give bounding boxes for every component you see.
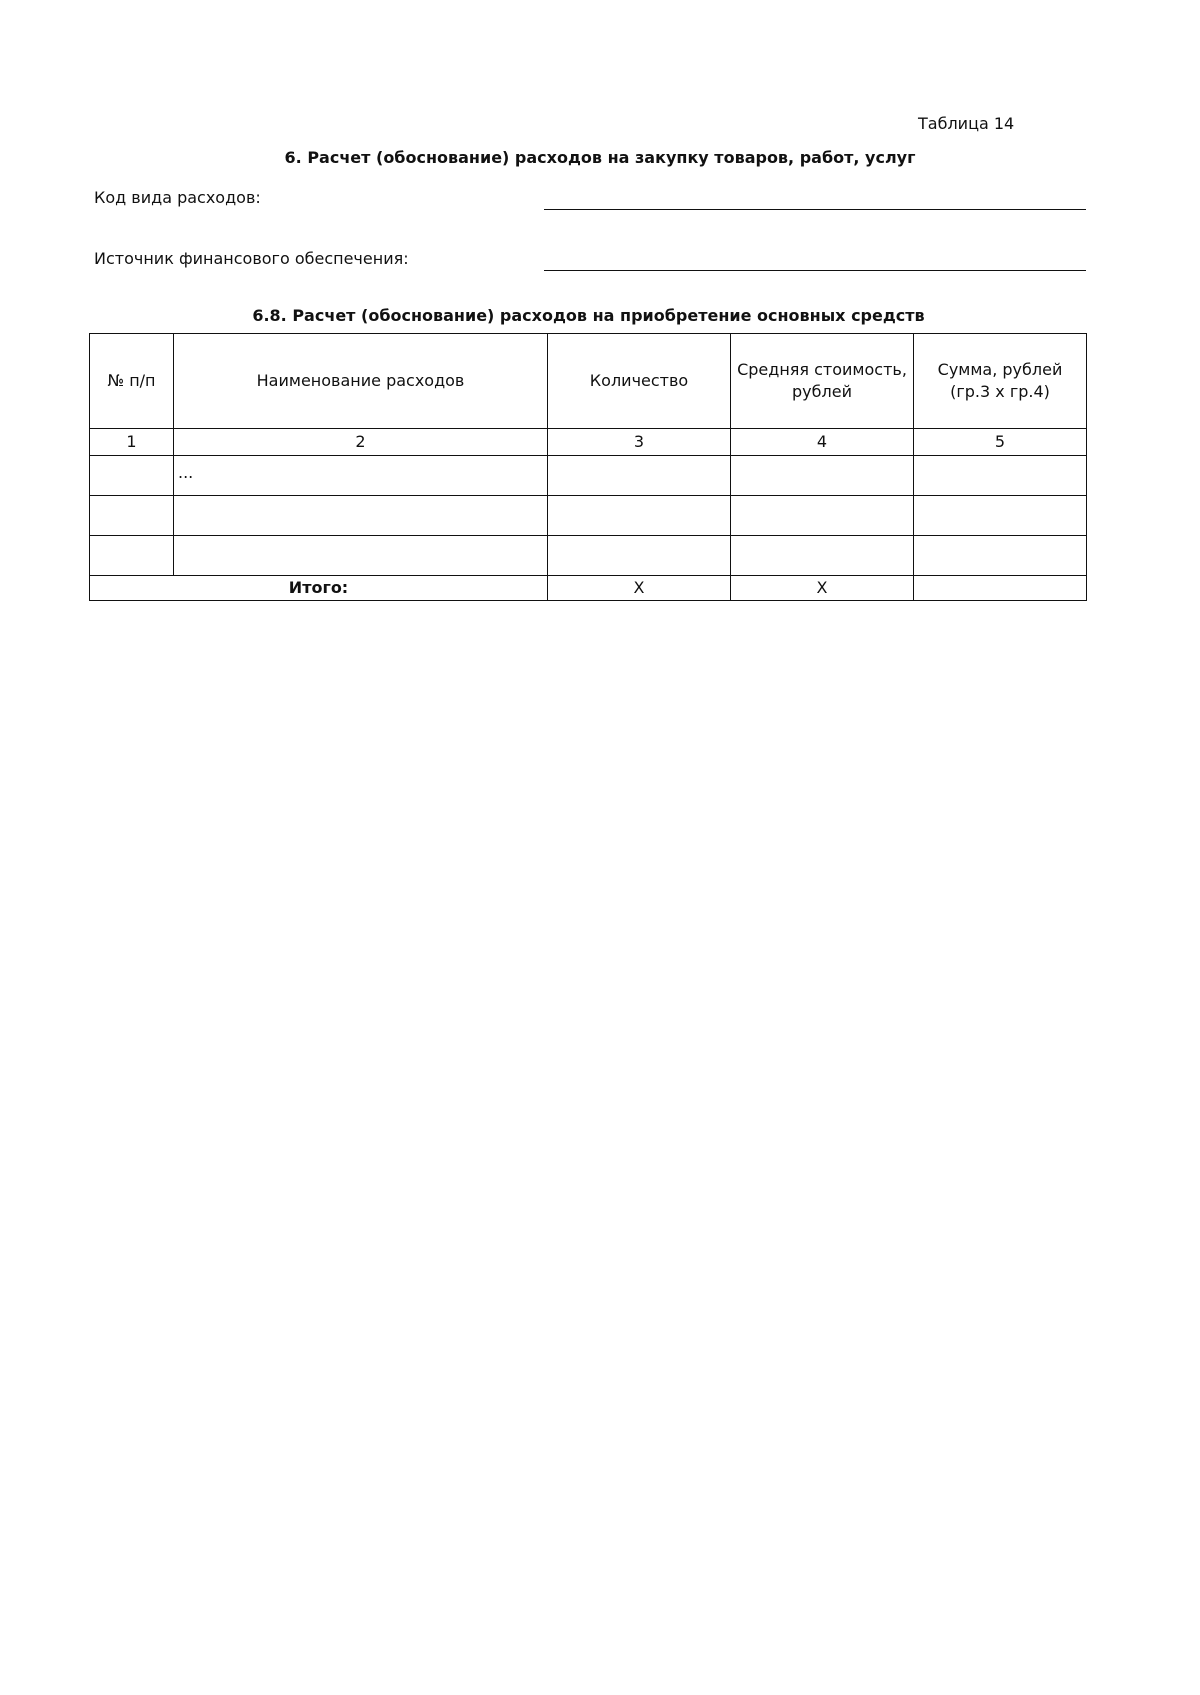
column-number: 4: [731, 429, 914, 456]
total-label: Итого:: [90, 576, 548, 601]
table-cell[interactable]: [731, 456, 914, 496]
total-avg-cost: X: [731, 576, 914, 601]
table-cell[interactable]: [548, 496, 731, 536]
table-cell[interactable]: [90, 456, 174, 496]
section-title: 6. Расчет (обоснование) расходов на закупку товаров, работ, услуг: [284, 148, 916, 167]
subsection-title: 6.8. Расчет (обоснование) расходов на приобретение основных средств: [252, 306, 925, 325]
table-cell[interactable]: [548, 536, 731, 576]
column-number: 2: [174, 429, 548, 456]
total-quantity: X: [548, 576, 731, 601]
column-number: 1: [90, 429, 174, 456]
table-cell[interactable]: [914, 536, 1087, 576]
funding-source-field: [94, 249, 1086, 279]
table-cell[interactable]: [174, 496, 548, 536]
expense-code-line[interactable]: [544, 209, 1086, 210]
table-row: [90, 536, 1087, 576]
column-header-quantity: Количество: [548, 334, 731, 429]
funding-source-line[interactable]: [544, 270, 1086, 271]
table-cell[interactable]: [548, 456, 731, 496]
table-cell[interactable]: [731, 496, 914, 536]
column-header-name: Наименование расходов: [174, 334, 548, 429]
column-header-sum: Сумма, рублей (гр.3 x гр.4): [914, 334, 1087, 429]
total-sum[interactable]: [914, 576, 1087, 601]
column-number: 5: [914, 429, 1087, 456]
funding-source-label: Источник финансового обеспечения:: [94, 249, 409, 268]
expense-code-label: Код вида расходов:: [94, 188, 261, 207]
table-cell[interactable]: [914, 456, 1087, 496]
column-number: 3: [548, 429, 731, 456]
table-cell[interactable]: [90, 496, 174, 536]
total-row: [90, 576, 1087, 601]
calculation-table: [89, 333, 1087, 601]
column-header-number: № п/п: [90, 334, 174, 429]
table-cell[interactable]: [174, 536, 548, 576]
table-cell[interactable]: [731, 536, 914, 576]
table-cell[interactable]: [90, 536, 174, 576]
table-cell[interactable]: [914, 496, 1087, 536]
column-number-row: [90, 429, 1087, 456]
column-header-avg-cost: Средняя стоимость, рублей: [731, 334, 914, 429]
expense-code-field: [94, 188, 1086, 218]
table-cell[interactable]: ...: [174, 456, 548, 496]
table-number: Таблица 14: [918, 114, 1015, 133]
table-row: [90, 456, 1087, 496]
table-row: [90, 496, 1087, 536]
table-header-row: [90, 334, 1087, 429]
